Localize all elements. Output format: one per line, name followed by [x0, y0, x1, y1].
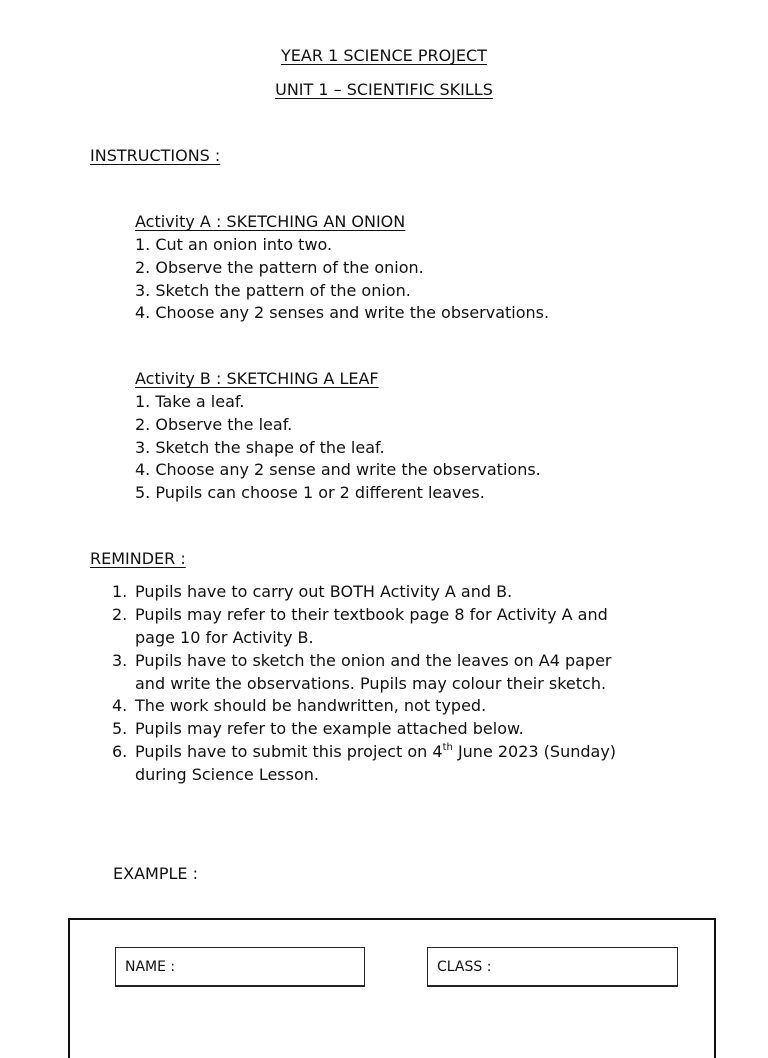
- reminder-text-part: June 2023 (Sunday): [452, 742, 617, 761]
- document-subtitle-text: UNIT 1 – SCIENTIFIC SKILLS: [275, 80, 493, 99]
- reminder-text-part: Pupils have to submit this project on 4: [135, 742, 443, 761]
- document-title: [0, 45, 768, 67]
- class-label: CLASS :: [437, 959, 492, 975]
- name-field: [115, 947, 365, 987]
- activity-b-step: 2. Observe the leaf.: [135, 415, 293, 434]
- reminder-number: 5.: [112, 719, 128, 738]
- example-sheet: [68, 918, 716, 1058]
- reminder-number: 4.: [112, 696, 128, 715]
- reminder-text: Pupils may refer to their textbook page 8 for Activity A and: [135, 605, 608, 624]
- activity-b-step: 4. Choose any 2 sense and write the observations.: [135, 460, 541, 479]
- reminder-text: The work should be handwritten, not typed.: [135, 696, 487, 715]
- ordinal-suffix: th: [442, 741, 453, 753]
- reminder-heading: REMINDER :: [90, 549, 186, 568]
- reminder-text: and write the observations. Pupils may colour their sketch.: [135, 674, 607, 693]
- activity-a-step: 2. Observe the pattern of the onion.: [135, 258, 424, 277]
- reminder-number: 3.: [112, 651, 128, 670]
- name-label: NAME :: [125, 959, 176, 975]
- instructions-heading: INSTRUCTIONS :: [90, 146, 221, 165]
- class-field: [427, 947, 678, 987]
- activity-b-step: 5. Pupils can choose 1 or 2 different leaves.: [135, 483, 485, 502]
- activity-a-heading: Activity A : SKETCHING AN ONION: [135, 212, 406, 231]
- reminder-text: Pupils have to sketch the onion and the leaves on A4 paper: [135, 651, 612, 670]
- reminder-text: [135, 741, 616, 764]
- activity-b-step: 3. Sketch the shape of the leaf.: [135, 438, 385, 457]
- reminder-text: Pupils may refer to the example attached below.: [135, 719, 524, 738]
- activity-a-step: 1. Cut an onion into two.: [135, 235, 333, 254]
- reminder-text: Pupils have to carry out BOTH Activity A and B.: [135, 582, 513, 601]
- activity-a-step: 3. Sketch the pattern of the onion.: [135, 281, 411, 300]
- reminder-number: 6.: [112, 742, 128, 761]
- reminder-number: 2.: [112, 605, 128, 624]
- reminder-number: 1.: [112, 582, 128, 601]
- activity-b-heading: Activity B : SKETCHING A LEAF: [135, 369, 379, 388]
- document-subtitle: [0, 79, 768, 101]
- reminder-text: page 10 for Activity B.: [135, 628, 314, 647]
- activity-b-step: 1. Take a leaf.: [135, 392, 245, 411]
- reminder-text: during Science Lesson.: [135, 765, 319, 784]
- example-heading: EXAMPLE :: [113, 864, 198, 883]
- document-title-text: YEAR 1 SCIENCE PROJECT: [281, 46, 487, 65]
- activity-a-step: 4. Choose any 2 senses and write the observations.: [135, 303, 550, 322]
